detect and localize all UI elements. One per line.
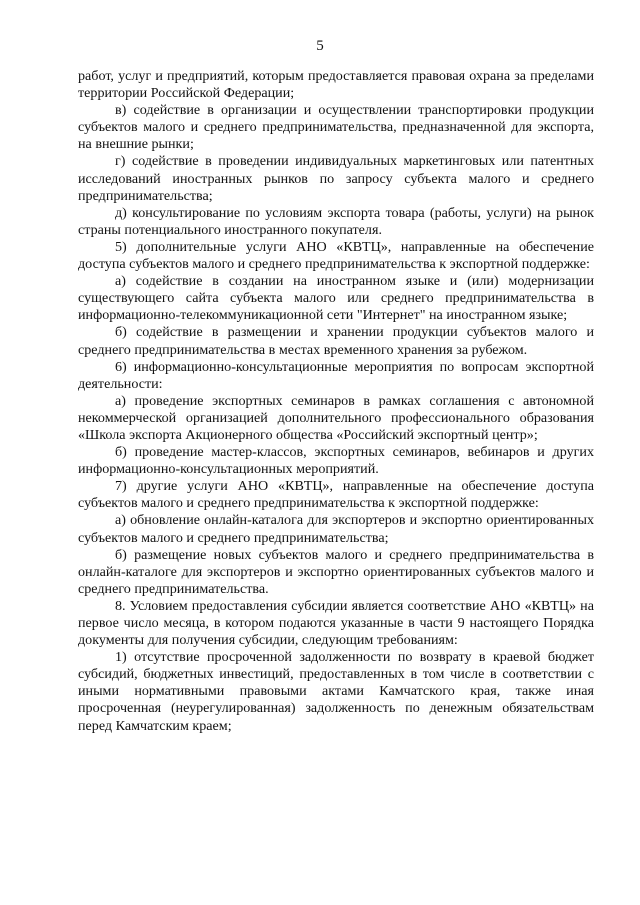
paragraph: 1) отсутствие просроченной задолженности по возврату в краевой бюджет субсидий, бюджетных инвестиций, предоставленных в том числе в соответствии с иными нормативными правовыми актами Камчатского края, также иная просроченная (неурегулированная) задолженность по денежным обязательствам перед Камчатским краем; (78, 649, 594, 734)
paragraph: б) содействие в размещении и хранении продукции субъектов малого и среднего предпринимательства в местах временного хранения за рубежом. (78, 324, 594, 358)
paragraph: 6) информационно-консультационные мероприятия по вопросам экспортной деятельности: (78, 358, 594, 392)
paragraph: в) содействие в организации и осуществлении транспортировки продукции субъектов малого и среднего предпринимательства, предназначенной для экспорта, на внешние рынки; (78, 102, 594, 153)
paragraph: а) проведение экспортных семинаров в рамках соглашения с автономной некоммерческой организацией дополнительного профессионального образования «Школа экспорта Акционерного общества «Российский экспортный центр»; (78, 392, 594, 443)
paragraph: б) проведение мастер-классов, экспортных семинаров, вебинаров и других информационно-консультационных мероприятий. (78, 444, 594, 478)
paragraph: работ, услуг и предприятий, которым предоставляется правовая охрана за пределами территории Российской Федерации; (78, 68, 594, 102)
paragraph: а) обновление онлайн-каталога для экспортеров и экспортно ориентированных субъектов малого и среднего предпринимательства; (78, 512, 594, 546)
page-number: 5 (316, 38, 324, 54)
document-body (78, 68, 594, 735)
paragraph: 8. Условием предоставления субсидии является соответствие АНО «КВТЦ» на первое число месяца, в котором подаются указанные в части 9 настоящего Порядка документы для получения субсидии, следующим требованиям: (78, 597, 594, 649)
paragraph: г) содействие в проведении индивидуальных маркетинговых или патентных исследований иностранных рынков по запросу субъекта малого и среднего предпринимательства; (78, 153, 594, 204)
paragraph: б) размещение новых субъектов малого и среднего предпринимательства в онлайн-каталоге для экспортеров и экспортно ориентированных субъектов малого и среднего предпринимательства. (78, 546, 594, 597)
paragraph: 7) другие услуги АНО «КВТЦ», направленные на обеспечение доступа субъектов малого и среднего предпринимательства к экспортной поддержке: (78, 478, 594, 512)
paragraph: а) содействие в создании на иностранном языке и (или) модернизации существующего сайта субъекта малого или среднего предпринимательства в информационно-телекоммуникационной сети "Интернет" на иностранном языке; (78, 273, 594, 324)
paragraph: 5) дополнительные услуги АНО «КВТЦ», направленные на обеспечение доступа субъектов малого и среднего предпринимательства к экспортной поддержке: (78, 238, 594, 273)
paragraph: д) консультирование по условиям экспорта товара (работы, услуги) на рынок страны потенциального иностранного покупателя. (78, 204, 594, 238)
